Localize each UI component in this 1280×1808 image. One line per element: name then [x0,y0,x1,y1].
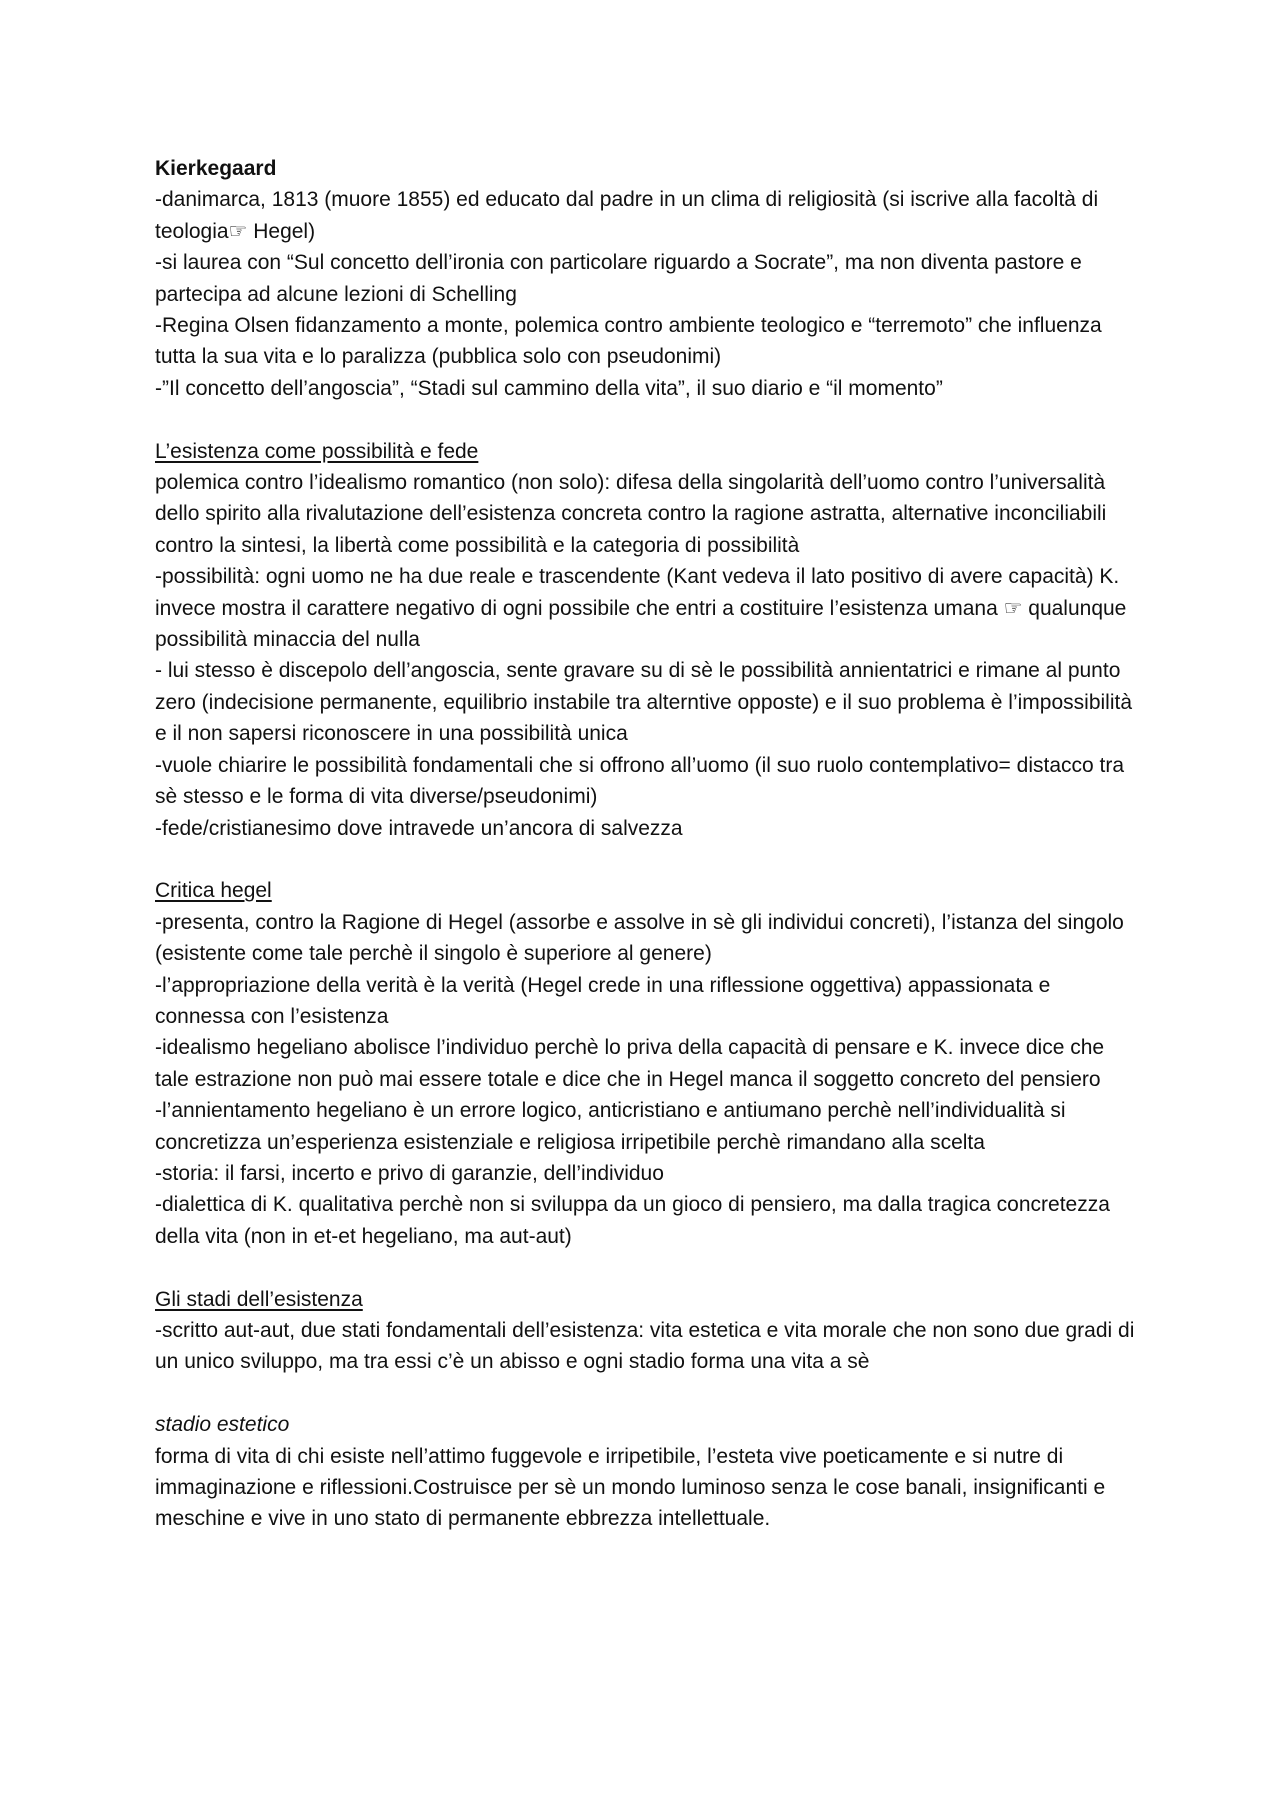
paragraph: polemica contro l’idealismo romantico (non solo): difesa della singolarità dell’uomo contro l’universalità dello spirito alla rivalutazione dell’esistenza concreta contro la ragione astratta, alternative inconciliabili contro la sintesi, la libertà come possibilità e la categoria di possibilità [155,471,1107,557]
spacer [155,1378,1140,1409]
paragraph: -vuole chiarire le possibilità fondamentali che si offrono all’uomo (il suo ruolo contemplativo= distacco tra sè stesso e le forma di vita diverse/pseudonimi) [155,753,1125,809]
section-heading-stadi: Gli stadi dell’esistenza [155,1287,363,1311]
paragraph: -storia: il farsi, incerto e privo di garanzie, dell’individuo [155,1161,664,1185]
paragraph: -l’appropriazione della verità è la verità (Hegel crede in una riflessione oggettiva) appassionata e connessa con l’esistenza [155,973,1051,1028]
paragraph: -idealismo hegeliano abolisce l’individuo perchè lo priva della capacità di pensare e K. invece dice che tale estrazione non può mai essere totale e dice che in Hegel manca il soggetto concreto del pensiero [155,1036,1105,1091]
paragraph: -dialettica di K. qualitativa perchè non si sviluppa da un gioco di pensiero, ma dalla tragica concretezza della vita (non in et-et hegeliano, ma aut-aut) [155,1193,1110,1248]
section-heading-esistenza: L’esistenza come possibilità e fede [155,439,479,463]
spacer [155,404,1140,435]
spacer [155,1252,1140,1283]
paragraph: forma di vita di chi esiste nell’attimo fuggevole e irripetibile, l’esteta vive poeticamente e si nutre di immaginazione e riflessioni.Costruisce per sè un mondo luminoso senza le cose banali, insignificanti e meschine e vive in uno stato di permanente ebbrezza intellettuale. [155,1444,1106,1531]
intro-line: -si laurea con “Sul concetto dell’ironia con particolare riguardo a Socrate”, ma non diventa pastore e partecipa ad alcune lezioni di Schelling [155,251,1082,306]
intro-line: -”Il concetto dell’angoscia”, “Stadi sul cammino della vita”, il suo diario e “il momento” [155,376,943,400]
section-heading-critica-hegel: Critica hegel [155,879,272,903]
spacer [155,844,1140,875]
paragraph: -l’annientamento hegeliano è un errore logico, anticristiano e antiumano perchè nell’individualità si concretizza un’esperienza esistenziale e religiosa irripetibile perchè rimandano alla scelta [155,1099,1066,1154]
subsection-heading-stadio-estetico: stadio estetico [155,1413,290,1437]
paragraph: -scritto aut-aut, due stati fondamentali dell’esistenza: vita estetica e vita morale che non sono due gradi di un unico sviluppo, ma tra essi c’è un abisso e ogni stadio forma una vita a sè [155,1318,1135,1374]
paragraph: -fede/cristianesimo dove intravede un’ancora di salvezza [155,816,683,840]
paragraph: - lui stesso è discepolo dell’angoscia, sente gravare su di sè le possibilità annientatrici e rimane al punto zero (indecisione permanente, equilibrio instabile tra alterntive opposte) e il suo problema è l’impossibilità e il non sapersi riconoscere in una possibilità unica [155,659,1133,746]
document-page [155,153,1140,1535]
intro-line: -Regina Olsen fidanzamento a monte, polemica contro ambiente teologico e “terremoto” che influenza tutta la sua vita e lo paralizza (pubblica solo con pseudonimi) [155,314,1102,369]
paragraph: -possibilità: ogni uomo ne ha due reale e trascendente (Kant vedeva il lato positivo di avere capacità) K. invece mostra il carattere negativo di ogni possibile che entri a costituire l’esistenza umana ☞ qualunque possibilità minaccia del nulla [155,565,1127,652]
paragraph: -presenta, contro la Ragione di Hegel (assorbe e assolve in sè gli individui concreti), l’istanza del singolo (esistente come tale perchè il singolo è superiore al genere) [155,910,1124,966]
intro-line: -danimarca, 1813 (muore 1855) ed educato dal padre in un clima di religiosità (si iscrive alla facoltà di teologia☞ Hegel) [155,188,1099,243]
document-title: Kierkegaard [155,157,277,180]
